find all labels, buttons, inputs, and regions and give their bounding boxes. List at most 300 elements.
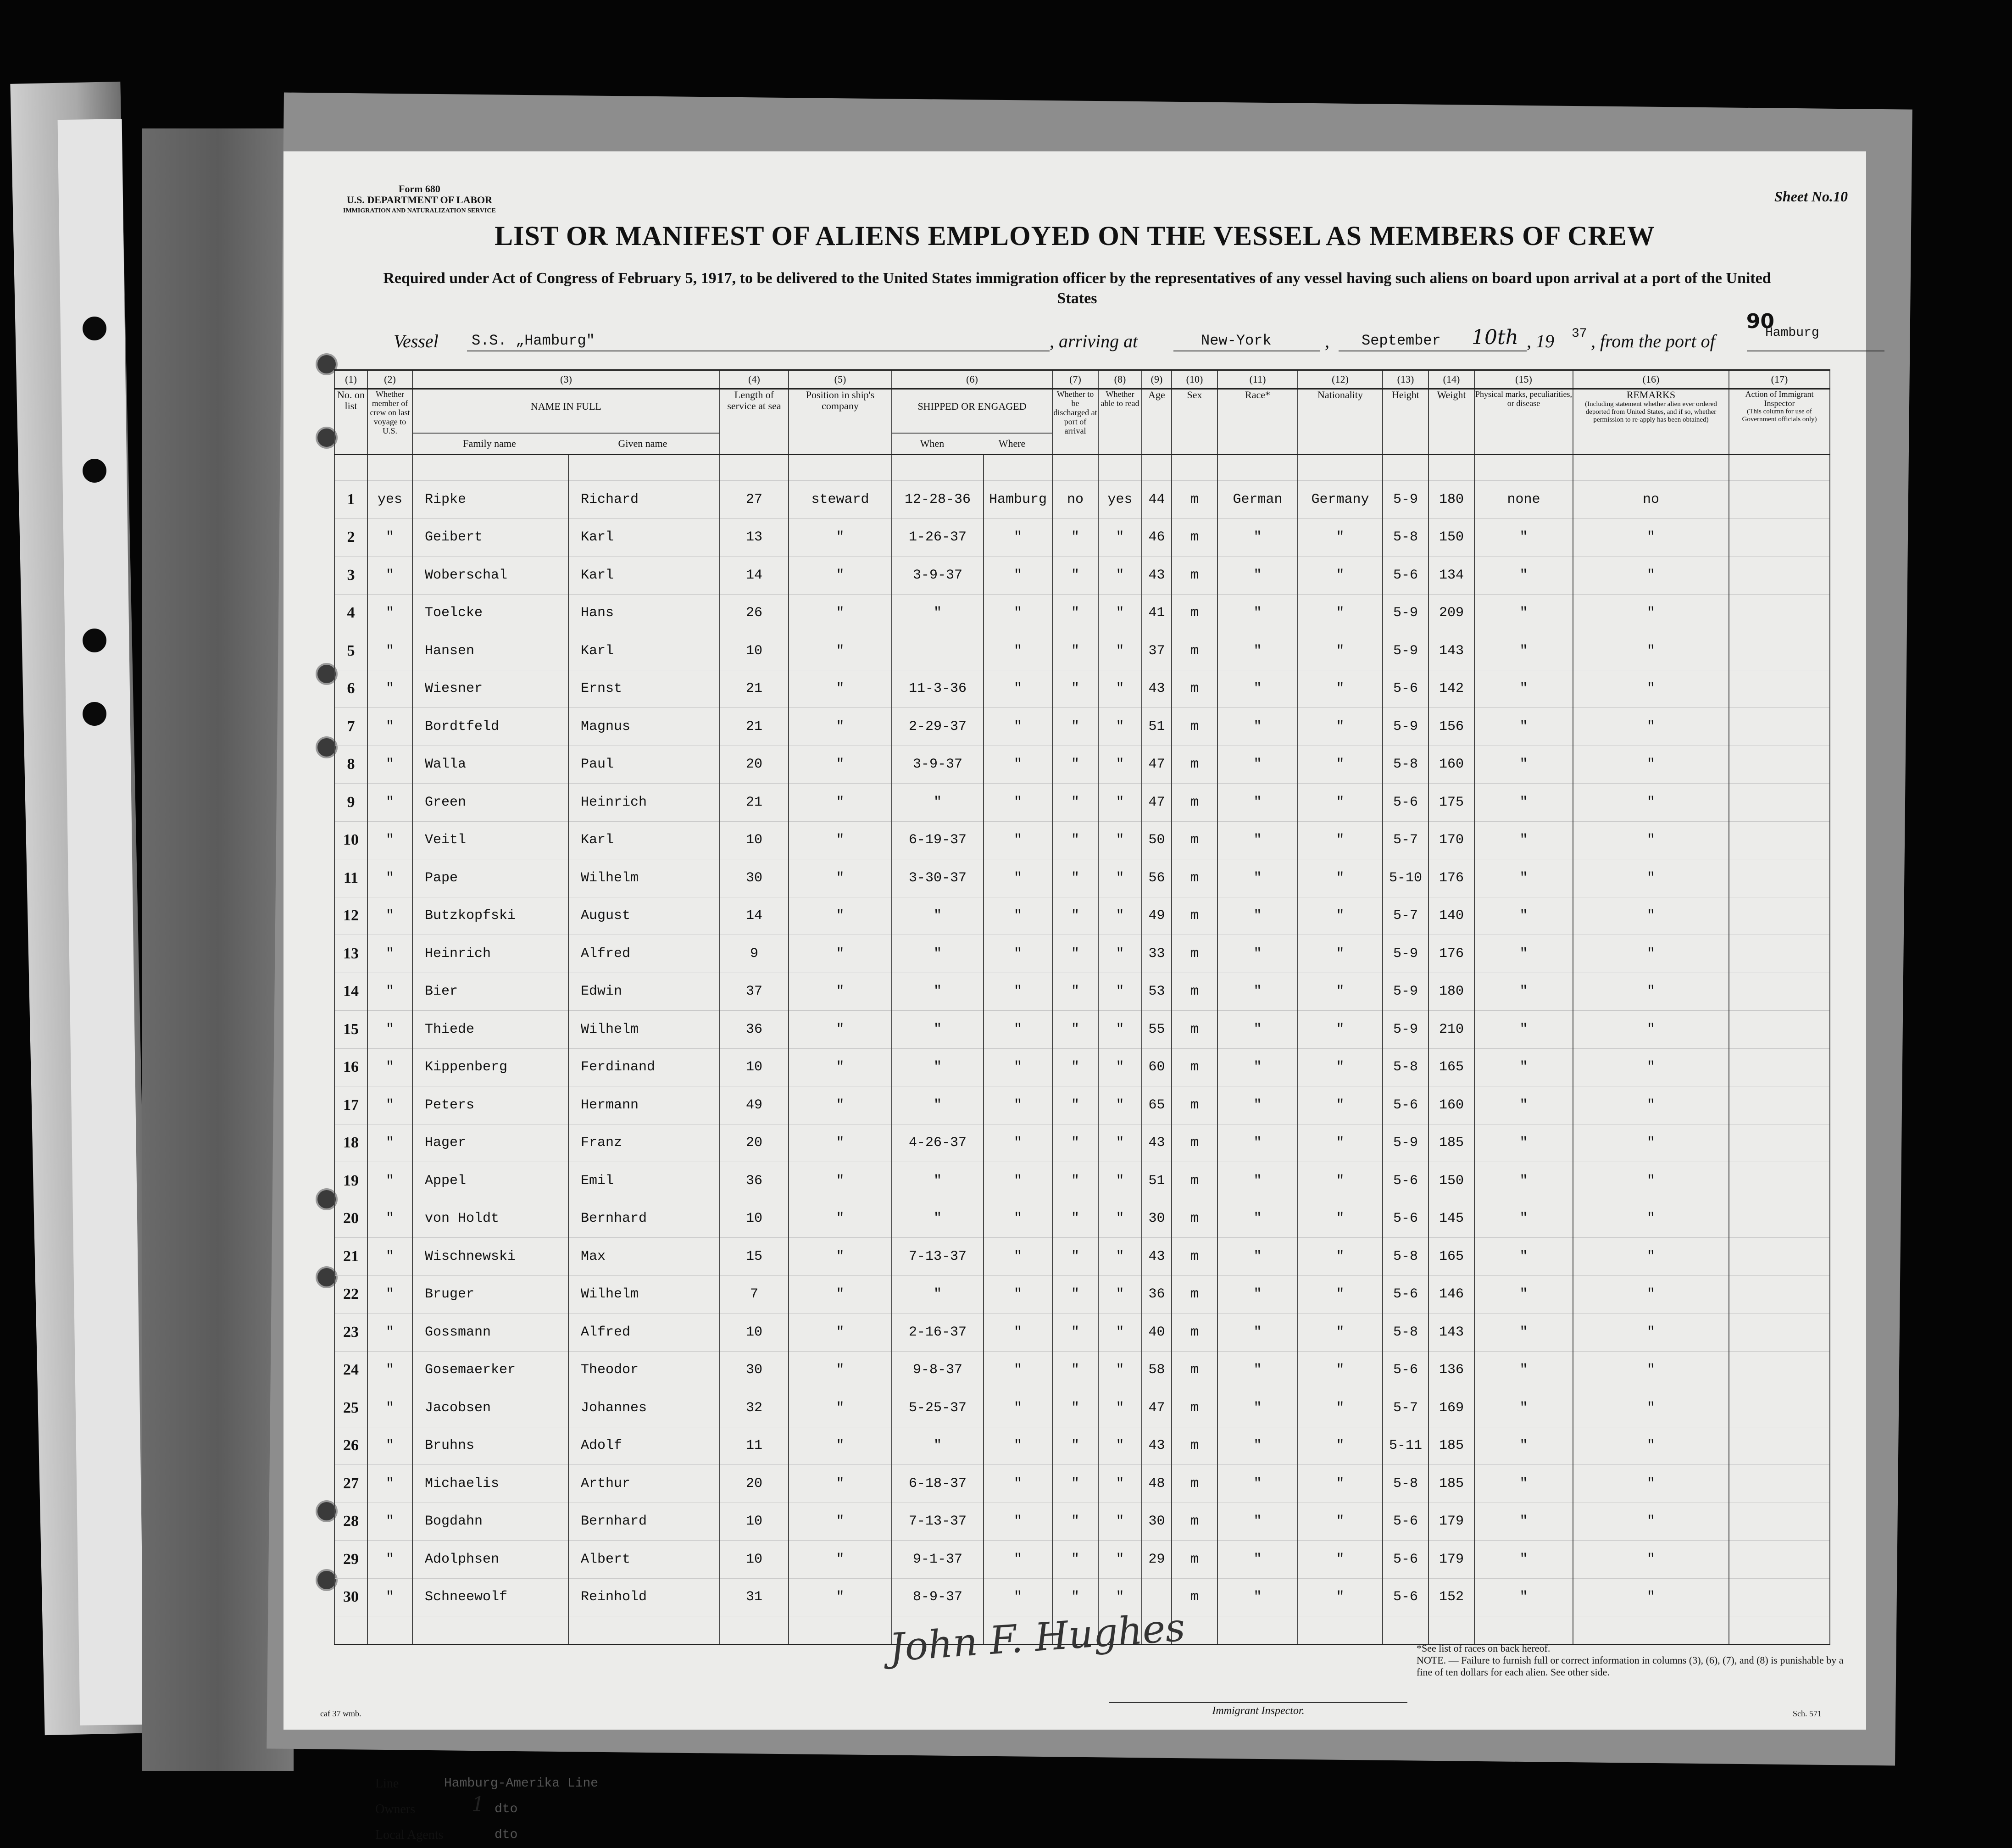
row-number: 21: [334, 1238, 367, 1276]
given-name: Edwin: [568, 973, 720, 1011]
height: 5-9: [1383, 594, 1428, 632]
position: ": [789, 1048, 892, 1086]
weight: 179: [1428, 1541, 1474, 1579]
race: ": [1217, 897, 1298, 935]
family-name: Bogdahn: [412, 1503, 568, 1541]
row-number: 20: [334, 1200, 367, 1238]
table-row: [334, 1162, 1830, 1200]
sex: m: [1172, 1503, 1217, 1541]
age: 47: [1142, 746, 1172, 784]
remarks: ": [1573, 1427, 1729, 1465]
table-row: [334, 973, 1830, 1011]
shipped-where: ": [984, 708, 1052, 746]
able-to-read: ": [1098, 1275, 1142, 1314]
col-where: Where: [998, 438, 1026, 449]
nationality: ": [1298, 632, 1383, 670]
table-row: [334, 594, 1830, 632]
sex: m: [1172, 632, 1217, 670]
nationality: ": [1298, 1124, 1383, 1162]
shipped-when: [892, 632, 984, 670]
length-of-service: 36: [720, 1011, 789, 1049]
table-row: [334, 746, 1830, 784]
given-name: Ferdinand: [568, 1048, 720, 1086]
given-name: Alfred: [568, 935, 720, 973]
inspector-action: [1729, 1238, 1830, 1276]
physical-marks: none: [1474, 481, 1573, 519]
length-of-service: 10: [720, 1541, 789, 1579]
remarks: ": [1573, 708, 1729, 746]
to-be-discharged: ": [1052, 897, 1098, 935]
inspector-action: [1729, 1541, 1830, 1579]
weight: 169: [1428, 1389, 1474, 1427]
race: ": [1217, 859, 1298, 897]
schedule-number: Sch. 571: [1793, 1709, 1822, 1718]
family-name: Schneewolf: [412, 1578, 568, 1616]
remarks: ": [1573, 1124, 1729, 1162]
from-port: Hamburg: [1765, 326, 1819, 340]
length-of-service: 10: [720, 1503, 789, 1541]
family-name: Wischnewski: [412, 1238, 568, 1276]
shipped-where: ": [984, 1200, 1052, 1238]
table-row: [334, 1314, 1830, 1352]
age: 53: [1142, 973, 1172, 1011]
inspector-action: [1729, 594, 1830, 632]
remarks: ": [1573, 1578, 1729, 1616]
row-number: 22: [334, 1275, 367, 1314]
remarks: no: [1573, 481, 1729, 519]
weight: 210: [1428, 1011, 1474, 1049]
shipped-where: ": [984, 784, 1052, 822]
table-row: [334, 821, 1830, 859]
table-row: [334, 557, 1830, 595]
family-name: Hager: [412, 1124, 568, 1162]
from-label: , from the port of: [1591, 331, 1715, 351]
crew-last-voyage: ": [367, 1086, 412, 1124]
inspector-action: [1729, 1162, 1830, 1200]
col-length-service: Length of service at sea: [720, 389, 789, 455]
vessel-name: S.S. „Hamburg": [472, 332, 595, 349]
service-name: IMMIGRATION AND NATURALIZATION SERVICE: [343, 207, 496, 214]
shipped-where: ": [984, 1162, 1052, 1200]
length-of-service: 30: [720, 1351, 789, 1389]
height: 5-8: [1383, 1048, 1428, 1086]
family-name: Bruhns: [412, 1427, 568, 1465]
shipped-where: ": [984, 1314, 1052, 1352]
remarks: ": [1573, 935, 1729, 973]
weight: 156: [1428, 708, 1474, 746]
weight: 134: [1428, 557, 1474, 595]
remarks: ": [1573, 1238, 1729, 1276]
sex: m: [1172, 670, 1217, 708]
sex: m: [1172, 1275, 1217, 1314]
to-be-discharged: ": [1052, 1011, 1098, 1049]
row-number: 18: [334, 1124, 367, 1162]
race: ": [1217, 1503, 1298, 1541]
shipped-where: ": [984, 1389, 1052, 1427]
family-name: Butzkopfski: [412, 897, 568, 935]
sex: m: [1172, 973, 1217, 1011]
given-name: Bernhard: [568, 1200, 720, 1238]
crew-last-voyage: ": [367, 1389, 412, 1427]
stamped-number: 90: [1746, 310, 1774, 333]
remarks: ": [1573, 821, 1729, 859]
weight: 140: [1428, 897, 1474, 935]
nationality: ": [1298, 670, 1383, 708]
col-able-read: Whether able to read: [1098, 389, 1142, 455]
year-suffix: 37: [1572, 327, 1587, 341]
length-of-service: 10: [720, 821, 789, 859]
crew-last-voyage: ": [367, 746, 412, 784]
to-be-discharged: ": [1052, 1314, 1098, 1352]
table-row: [334, 1011, 1830, 1049]
shipped-where: ": [984, 1541, 1052, 1579]
col-physical: Physical marks, peculiarities, or disease: [1474, 389, 1573, 455]
sex: m: [1172, 821, 1217, 859]
crew-last-voyage: ": [367, 935, 412, 973]
given-name: Adolf: [568, 1427, 720, 1465]
crew-last-voyage: ": [367, 1238, 412, 1276]
given-name: August: [568, 897, 720, 935]
nationality: ": [1298, 1162, 1383, 1200]
sex: m: [1172, 1541, 1217, 1579]
remarks: ": [1573, 1541, 1729, 1579]
shipped-when: 8-9-37: [892, 1578, 984, 1616]
age: 29: [1142, 1541, 1172, 1579]
col-discharged: Whether to be discharged at port of arrival: [1052, 389, 1098, 455]
race: ": [1217, 632, 1298, 670]
remarks: ": [1573, 1314, 1729, 1352]
family-name: Hansen: [412, 632, 568, 670]
age: 47: [1142, 1389, 1172, 1427]
weight: 160: [1428, 1086, 1474, 1124]
age: 43: [1142, 1238, 1172, 1276]
remarks: ": [1573, 746, 1729, 784]
height: 5-11: [1383, 1427, 1428, 1465]
able-to-read: ": [1098, 1086, 1142, 1124]
col-remarks: REMARKS (Including statement whether alien ever ordered deported from United States, and if so, whether permission to re-apply has been obtained): [1573, 389, 1729, 455]
sex: m: [1172, 1427, 1217, 1465]
weight: 185: [1428, 1427, 1474, 1465]
given-name: Karl: [568, 557, 720, 595]
sex: m: [1172, 784, 1217, 822]
shipped-when: ": [892, 1275, 984, 1314]
given-name: Wilhelm: [568, 1011, 720, 1049]
shipped-where: ": [984, 1124, 1052, 1162]
table-row: [334, 1389, 1830, 1427]
height: 5-6: [1383, 1578, 1428, 1616]
physical-marks: ": [1474, 1238, 1573, 1276]
shipped-when: 3-30-37: [892, 859, 984, 897]
shipped-where: ": [984, 935, 1052, 973]
race: ": [1217, 821, 1298, 859]
table-row: [334, 518, 1830, 557]
row-number: 5: [334, 632, 367, 670]
age: 37: [1142, 632, 1172, 670]
given-name: Albert: [568, 1541, 720, 1579]
weight: 150: [1428, 1162, 1474, 1200]
position: ": [789, 859, 892, 897]
col-whether-member: Whether member of crew on last voyage to U.S.: [367, 389, 412, 455]
line-label: Line: [375, 1776, 399, 1791]
physical-marks: ": [1474, 1200, 1573, 1238]
sheet-number-value: 10: [1833, 188, 1848, 205]
position: ": [789, 1162, 892, 1200]
remarks: ": [1573, 1048, 1729, 1086]
height: 5-7: [1383, 1389, 1428, 1427]
race-note: *See list of races on back hereof.: [1417, 1642, 1551, 1654]
weight: 209: [1428, 594, 1474, 632]
owners-label: Owners: [375, 1802, 416, 1816]
arrival-month: September: [1362, 332, 1441, 349]
able-to-read: ": [1098, 746, 1142, 784]
family-name: Ripke: [412, 481, 568, 519]
position: ": [789, 557, 892, 595]
shipped-when: ": [892, 784, 984, 822]
agents-value: dto: [495, 1828, 518, 1842]
race: ": [1217, 1465, 1298, 1503]
nationality: ": [1298, 973, 1383, 1011]
given-name: Arthur: [568, 1465, 720, 1503]
height: 5-9: [1383, 481, 1428, 519]
height: 5-6: [1383, 784, 1428, 822]
crew-table: (1) (2) (3) (4) (5) (6) (7) (8) (9) (10) (11) (12) (13) (14) (15) (16) (17) No. on list Whether member of crew on last voyage to U.S. NAME IN FULL Family name Given name Length of service at sea Position in ship's company SHIPPED OR ENGAGED When Where Whether to be discharged at port of arrival Whether able to read Age Sex Race* Nationality Height Weight Physical marks, peculiarities, or disease REMARKS (Including statement whether alien ever ordered deported from United States, and if so, whether permission to re-apply has been obtained) Action of Immigrant Inspector (This column for use of Government officials only) 1 yes Ripke Richard 27 steward 12-28-36 Hamburg no yes 44 m German Germany 5-9 180 none no 2 " Geibert Karl 13 " 1-26-37 " " " 46 m " " 5-8 150 " " 3 " Woberschal Karl 14 " 3-9-37 " " " 43 m " " 5-6 134 " " 4 " Toelcke Hans 26 " " " " " 41 m " " 5-9 209 " " 5 " Hansen Karl 10 " " " " 37 m " " 5-9 143 " " 6 " Wiesner Ernst 21 " 11-3-36 " " " 43 m " " 5-6 142 " " 7 " Bordtfeld Magnus 21 " 2-29-37 " " " 51 m " " 5-9 156 " " 8 " Walla Paul 20 " 3-9-37 " " " 47 m " " 5-8 160 " " 9 " Green Heinrich 21 " " " " " 47 m " " 5-6 175 " " 10 " Veitl Karl 10 " 6-19-37 " " " 50 m " " 5-7 170 " " 11 " Pape Wilhelm 30 " 3-30-37 " " " 56 m " " 5-10 176 " " 12 " Butzkopfski August 14 " " " " " 49 m " " 5-7 140 " " 13 " Heinrich Alfred 9 " " " " " 33 m " " 5-9 176 " " 14 " Bier Edwin 37 " " " " " 53 m " " 5-9 180 " " 15 " Thiede Wilhelm 36 " " " " " 55 m " " 5-9 210 " " 16 " Kippenberg Ferdinand 10 " " " " " 60 m " " 5-8 165 " " 17 " Peters Hermann 49 " " " " " 65 m " " 5-6 160 " " 18 " Hager Franz 20 " 4-26-37 " " " 43 m " " 5-9 185 " " 19 " Appel Emil 36 " " " " " 51 m " " 5-6 150 " " 20 " von Holdt Bernhard 10 " " " " " 30 m " " 5-6 145 " " 21 " Wischnewski Max 15 " 7-13-37 " " " 43 m " " 5-8 165 " " 22 " Bruger Wilhelm 7 " " " " " 36 m " " 5-6 146 " " 23 " Gossmann Alfred 10 " 2-16-37 " " " 40 m " " 5-8 143 " " 24 " Gosemaerker Theodor 30 " 9-8-37 " " " 58 m " " 5-6 136 " " 25 " Jacobsen Johannes 32 " 5-25-37 " " " 47 m " " 5-7 169 " " 26 " Bruhns Adolf 11 " " " " " 43 m " " 5-11 185 " " 27 " Michaelis Arthur 20 " 6-18-37 " " " 48 m " " 5-8 185 " " 28 " Bogdahn Bernhard 10 " 7-13-37 " " " 30 m " " 5-6 179 " " 29 " Adolphsen Albert 10 " 9-1-37 " " " 29 m " " 5-6 179 " " 30 " Schneewolf Reinhold 31 " 8-9-37 " " " m " " 5-6 152 " ": [334, 369, 1830, 1645]
shipped-where: ": [984, 594, 1052, 632]
position: ": [789, 1541, 892, 1579]
length-of-service: 10: [720, 632, 789, 670]
remarks: ": [1573, 1200, 1729, 1238]
given-name: Emil: [568, 1162, 720, 1200]
crew-last-voyage: ": [367, 1048, 412, 1086]
table-row: [334, 1275, 1830, 1314]
nationality: ": [1298, 859, 1383, 897]
height: 5-8: [1383, 1465, 1428, 1503]
physical-marks: ": [1474, 1011, 1573, 1049]
length-of-service: 13: [720, 518, 789, 557]
col-given-name: Given name: [618, 438, 667, 449]
age: 44: [1142, 481, 1172, 519]
remarks: ": [1573, 518, 1729, 557]
col-position: Position in ship's company: [789, 389, 892, 455]
footer-note: [1417, 1642, 1848, 1678]
sex: m: [1172, 746, 1217, 784]
sheet-number-label: Sheet No.: [1774, 188, 1833, 205]
shipped-when: 12-28-36: [892, 481, 984, 519]
able-to-read: ": [1098, 1541, 1142, 1579]
inspector-signature: John F. Hughes: [888, 1604, 1187, 1670]
shipped-when: 6-18-37: [892, 1465, 984, 1503]
to-be-discharged: ": [1052, 935, 1098, 973]
family-name: Appel: [412, 1162, 568, 1200]
table-row: [334, 1124, 1830, 1162]
able-to-read: ": [1098, 1389, 1142, 1427]
age: 55: [1142, 1011, 1172, 1049]
length-of-service: 11: [720, 1427, 789, 1465]
position: ": [789, 1578, 892, 1616]
remarks: ": [1573, 594, 1729, 632]
length-of-service: 26: [720, 594, 789, 632]
table-row: [334, 897, 1830, 935]
able-to-read: ": [1098, 1238, 1142, 1276]
physical-marks: ": [1474, 1541, 1573, 1579]
shipped-where: ": [984, 1048, 1052, 1086]
age: 50: [1142, 821, 1172, 859]
col-nationality: Nationality: [1298, 389, 1383, 455]
inspector-action: [1729, 632, 1830, 670]
weight: 160: [1428, 746, 1474, 784]
form-number: Form 680: [398, 183, 440, 195]
position: ": [789, 632, 892, 670]
inspector-action: [1729, 897, 1830, 935]
position: ": [789, 1124, 892, 1162]
inspector-action: [1729, 557, 1830, 595]
shipped-where: ": [984, 518, 1052, 557]
col-family-name: Family name: [463, 438, 516, 449]
to-be-discharged: ": [1052, 1503, 1098, 1541]
family-name: Peters: [412, 1086, 568, 1124]
physical-marks: ": [1474, 1048, 1573, 1086]
position: ": [789, 935, 892, 973]
given-name: Bernhard: [568, 1503, 720, 1541]
table-row: [334, 708, 1830, 746]
to-be-discharged: ": [1052, 557, 1098, 595]
given-name: Hans: [568, 594, 720, 632]
remarks: ": [1573, 1011, 1729, 1049]
given-name: Ernst: [568, 670, 720, 708]
row-number: 7: [334, 708, 367, 746]
nationality: ": [1298, 1011, 1383, 1049]
nationality: ": [1298, 1503, 1383, 1541]
weight: 142: [1428, 670, 1474, 708]
remarks: ": [1573, 1503, 1729, 1541]
shipped-where: ": [984, 1427, 1052, 1465]
age: 30: [1142, 1503, 1172, 1541]
to-be-discharged: ": [1052, 1048, 1098, 1086]
race: ": [1217, 1389, 1298, 1427]
crew-last-voyage: ": [367, 1011, 412, 1049]
remarks: ": [1573, 859, 1729, 897]
race: ": [1217, 1578, 1298, 1616]
shipped-when: 9-8-37: [892, 1351, 984, 1389]
nationality: ": [1298, 1427, 1383, 1465]
to-be-discharged: ": [1052, 518, 1098, 557]
able-to-read: yes: [1098, 481, 1142, 519]
position: ": [789, 518, 892, 557]
shipped-when: 6-19-37: [892, 821, 984, 859]
table-row: [334, 1351, 1830, 1389]
shipped-when: ": [892, 935, 984, 973]
physical-marks: ": [1474, 973, 1573, 1011]
sex: m: [1172, 1162, 1217, 1200]
remarks: ": [1573, 557, 1729, 595]
nationality: ": [1298, 784, 1383, 822]
inspector-action: [1729, 1578, 1830, 1616]
col-height: Height: [1383, 389, 1428, 455]
shipped-where: ": [984, 1275, 1052, 1314]
to-be-discharged: ": [1052, 746, 1098, 784]
position: ": [789, 594, 892, 632]
table-row: [334, 784, 1830, 822]
inspector-action: [1729, 1124, 1830, 1162]
shipped-when: 3-9-37: [892, 557, 984, 595]
length-of-service: 20: [720, 746, 789, 784]
col-weight: Weight: [1428, 389, 1474, 455]
table-row: [334, 1086, 1830, 1124]
able-to-read: ": [1098, 935, 1142, 973]
inspector-action: [1729, 1389, 1830, 1427]
physical-marks: ": [1474, 1275, 1573, 1314]
weight: 143: [1428, 632, 1474, 670]
able-to-read: ": [1098, 1503, 1142, 1541]
age: 51: [1142, 708, 1172, 746]
able-to-read: ": [1098, 594, 1142, 632]
shipped-when: 1-26-37: [892, 518, 984, 557]
family-name: Green: [412, 784, 568, 822]
able-to-read: ": [1098, 859, 1142, 897]
family-name: Gosemaerker: [412, 1351, 568, 1389]
physical-marks: ": [1474, 1465, 1573, 1503]
race: ": [1217, 670, 1298, 708]
sex: m: [1172, 935, 1217, 973]
crew-last-voyage: ": [367, 973, 412, 1011]
table-row: [334, 1465, 1830, 1503]
race: ": [1217, 518, 1298, 557]
height: 5-8: [1383, 518, 1428, 557]
table-row: [334, 1578, 1830, 1616]
agents-label: Local Agents: [375, 1828, 444, 1842]
physical-marks: ": [1474, 897, 1573, 935]
shipped-where: ": [984, 670, 1052, 708]
nationality: ": [1298, 518, 1383, 557]
inspector-action: [1729, 1427, 1830, 1465]
able-to-read: ": [1098, 708, 1142, 746]
remarks: ": [1573, 897, 1729, 935]
position: steward: [789, 481, 892, 519]
position: ": [789, 1503, 892, 1541]
race: ": [1217, 1086, 1298, 1124]
physical-marks: ": [1474, 1162, 1573, 1200]
inspector-action: [1729, 1048, 1830, 1086]
to-be-discharged: ": [1052, 1541, 1098, 1579]
family-name: Michaelis: [412, 1465, 568, 1503]
crew-last-voyage: ": [367, 1503, 412, 1541]
department-name: U.S. DEPARTMENT OF LABOR: [346, 194, 493, 206]
age: 49: [1142, 897, 1172, 935]
row-number: 12: [334, 897, 367, 935]
nationality: ": [1298, 594, 1383, 632]
row-number: 16: [334, 1048, 367, 1086]
owners-mark: 1: [472, 1793, 484, 1816]
position: ": [789, 708, 892, 746]
to-be-discharged: ": [1052, 1465, 1098, 1503]
physical-marks: ": [1474, 1389, 1573, 1427]
age: 58: [1142, 1351, 1172, 1389]
nationality: ": [1298, 1200, 1383, 1238]
remarks: ": [1573, 1275, 1729, 1314]
crew-last-voyage: ": [367, 821, 412, 859]
sex: m: [1172, 1465, 1217, 1503]
sex: m: [1172, 1389, 1217, 1427]
position: ": [789, 1011, 892, 1049]
age: 43: [1142, 1427, 1172, 1465]
race: ": [1217, 1351, 1298, 1389]
length-of-service: 36: [720, 1162, 789, 1200]
printer-mark: caf 37 wmb.: [320, 1709, 361, 1718]
position: ": [789, 1238, 892, 1276]
inspector-label: Immigrant Inspector.: [1109, 1702, 1407, 1717]
race: ": [1217, 1541, 1298, 1579]
inspector-action: [1729, 821, 1830, 859]
height: 5-9: [1383, 973, 1428, 1011]
